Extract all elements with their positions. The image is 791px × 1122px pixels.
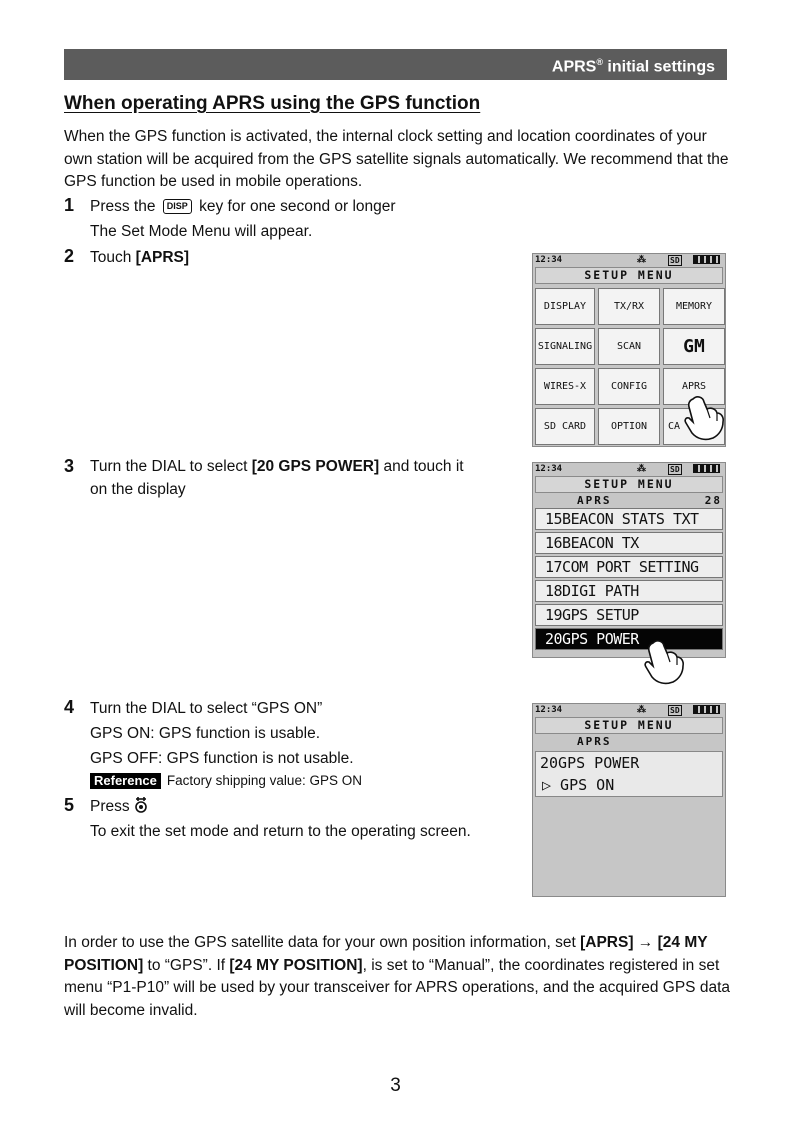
- gps-satellite-icon: ⁂: [637, 705, 646, 715]
- gps-power-screen: [532, 703, 726, 897]
- screen-title: SETUP MENU: [535, 717, 723, 734]
- touch-hand-icon: [683, 393, 725, 443]
- sd-card-icon: SD: [670, 256, 680, 265]
- sd-card-icon: SD: [670, 465, 680, 474]
- scan-button[interactable]: SCAN: [598, 328, 660, 365]
- sd-card-icon: SD: [670, 706, 680, 715]
- step-1-text: Press the DISP key for one second or longer The Set Mode Menu will appear.: [90, 198, 396, 240]
- section-title: When operating APRS using the GPS function: [64, 93, 481, 114]
- aprs-button[interactable]: APRS: [663, 368, 725, 405]
- signaling-button[interactable]: SIGNALING: [535, 328, 595, 365]
- footer-paragraph: In order to use the GPS satellite data for your own position information, set [APRS] → [24 MY POSITION] to “GPS”. If [24 MY POSITION], is set to “Manual”, the coordinates registered in set menu “P1-P10” will be used by your transceiver for APRS operations, and the acquired GPS data will become invalid.: [64, 934, 730, 1019]
- touch-hand-icon: [643, 637, 685, 687]
- wires-x-button[interactable]: WIRES-X: [535, 368, 595, 405]
- header-title: APRS® initial settings: [551, 57, 715, 76]
- disp-key-icon: DISP: [163, 199, 192, 214]
- step-3-text: Turn the DIAL to select [20 GPS POWER] and touch it on the display: [90, 458, 464, 498]
- step-5-text: Press To exit the set mode and return to the operating screen.: [90, 798, 471, 840]
- gps-satellite-icon: ⁂: [637, 255, 646, 265]
- battery-icon: [693, 705, 720, 714]
- display-button[interactable]: DISPLAY: [535, 288, 595, 325]
- status-bar: 12:34 ⁂ SD: [533, 254, 725, 266]
- screen-title: SETUP MENU: [535, 267, 723, 284]
- status-bar: 12:34 ⁂ SD: [533, 704, 725, 716]
- step-5-number: 5: [64, 795, 75, 815]
- step-2-text: Touch [APRS]: [90, 249, 190, 266]
- txrx-button[interactable]: TX/RX: [598, 288, 660, 325]
- setting-value-box: [535, 751, 723, 797]
- step-4-number: 4: [64, 697, 75, 717]
- aprs-menu-screen: [532, 462, 726, 658]
- status-bar: 12:34 ⁂ SD: [533, 463, 725, 475]
- menu-item-17[interactable]: 17COM PORT SETTING: [535, 556, 723, 578]
- menu-item-16[interactable]: 16BEACON TX: [535, 532, 723, 554]
- config-button[interactable]: CONFIG: [598, 368, 660, 405]
- gps-satellite-icon: ⁂: [637, 464, 646, 474]
- menu-item-19[interactable]: 19GPS SETUP: [535, 604, 723, 626]
- sd-card-button[interactable]: SD CARD: [535, 408, 595, 445]
- header-bar: [64, 49, 727, 80]
- submenu-header: APRS: [577, 735, 612, 748]
- option-button[interactable]: OPTION: [598, 408, 660, 445]
- gm-button[interactable]: GM: [663, 328, 725, 365]
- memory-button[interactable]: MEMORY: [663, 288, 725, 325]
- setting-name: 20GPS POWER: [540, 754, 640, 772]
- step-4-text: Turn the DIAL to select “GPS ON” GPS ON: GPS function is usable. GPS OFF: GPS function is not usable. Reference Factory shipping value: GPS ON: [90, 700, 362, 788]
- setting-value[interactable]: ▷ GPS ON: [542, 776, 615, 794]
- intro-paragraph: When the GPS function is activated, the internal clock setting and location coordinates of your own station will be acquired from the GPS satellite signals automatically. We recommend that the GPS function be used in mobile operations.: [64, 128, 729, 190]
- reference-badge: Reference: [90, 773, 161, 789]
- step-1-number: 1: [64, 195, 75, 215]
- callsign-button[interactable]: CA: [663, 408, 725, 445]
- power-dial-icon: [134, 796, 148, 813]
- battery-icon: [693, 255, 720, 264]
- submenu-header: APRS 28: [577, 494, 722, 507]
- battery-icon: [693, 464, 720, 473]
- step-2-number: 2: [64, 246, 75, 266]
- menu-item-18[interactable]: 18DIGI PATH: [535, 580, 723, 602]
- screen-title: SETUP MENU: [535, 476, 723, 493]
- menu-item-20-selected[interactable]: 20GPS POWER: [535, 628, 723, 650]
- menu-item-15[interactable]: 15BEACON STATS TXT: [535, 508, 723, 530]
- step-3-number: 3: [64, 456, 75, 476]
- page-number: 3: [390, 1075, 401, 1096]
